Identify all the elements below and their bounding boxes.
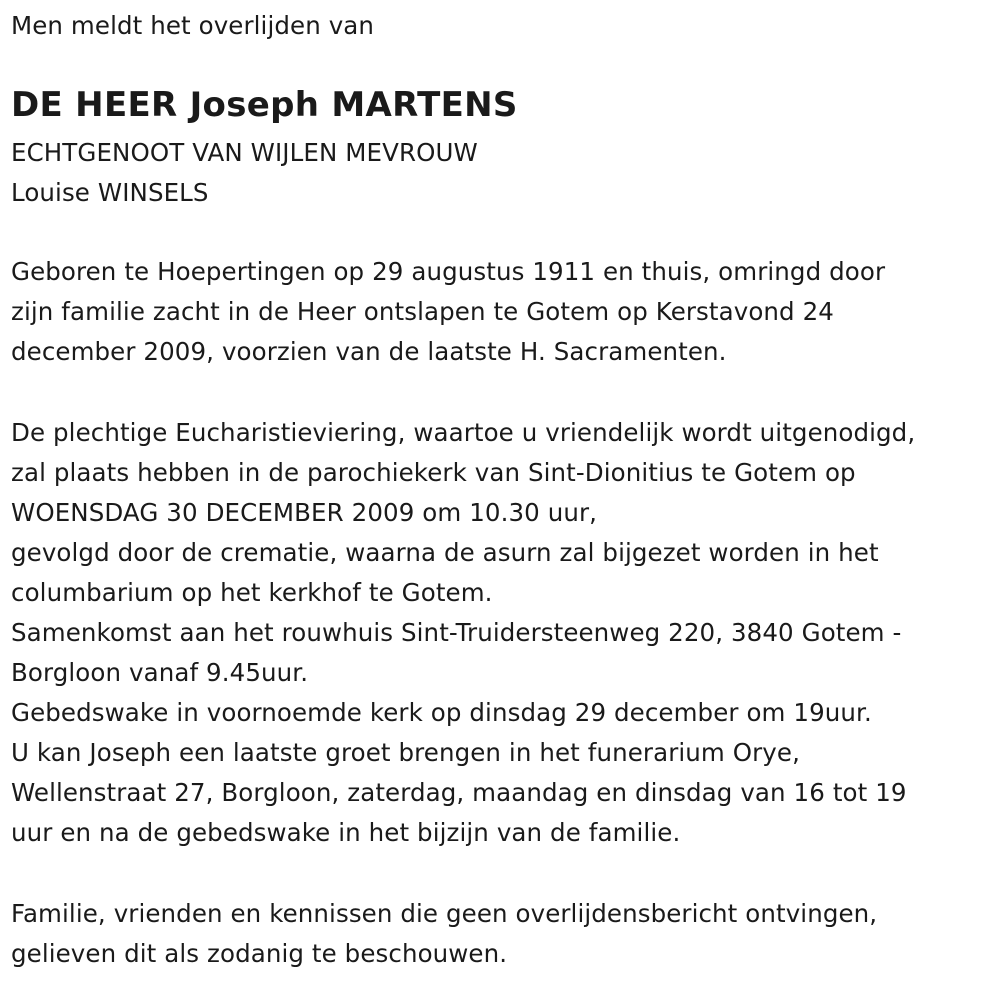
birth-death-line: december 2009, voorzien van de laatste H. Sacramenten. [11, 337, 727, 366]
spouse-paragraph [11, 133, 478, 213]
intro-text: Men meldt het overlijden van [11, 11, 375, 40]
birth-death-paragraph [11, 252, 885, 372]
service-line: Borgloon vanaf 9.45uur. [11, 658, 309, 687]
deceased-name: DE HEER Joseph MARTENS [11, 85, 518, 125]
closing-line: gelieven dit als zodanig te beschouwen. [11, 939, 508, 968]
service-paragraph [11, 413, 915, 853]
service-line: Wellenstraat 27, Borgloon, zaterdag, maandag en dinsdag van 16 tot 19 [11, 778, 907, 807]
birth-death-line: Geboren te Hoepertingen op 29 augustus 1911 en thuis, omringd door [11, 257, 886, 286]
service-line: WOENSDAG 30 DECEMBER 2009 om 10.30 uur, [11, 498, 598, 527]
service-line: columbarium op het kerkhof te Gotem. [11, 578, 493, 607]
service-line: De plechtige Eucharistieviering, waartoe u vriendelijk wordt uitgenodigd, [11, 418, 916, 447]
service-line: zal plaats hebben in de parochiekerk van Sint-Dionitius te Gotem op [11, 458, 856, 487]
spouse-line: ECHTGENOOT VAN WIJLEN MEVROUW [11, 138, 478, 167]
service-line: Samenkomst aan het rouwhuis Sint-Truidersteenweg 220, 3840 Gotem - [11, 618, 902, 647]
service-line: U kan Joseph een laatste groet brengen in het funerarium Orye, [11, 738, 800, 767]
closing-line: Familie, vrienden en kennissen die geen overlijdensbericht ontvingen, [11, 899, 878, 928]
service-line: gevolgd door de crematie, waarna de asurn zal bijgezet worden in het [11, 538, 879, 567]
service-line: Gebedswake in voornoemde kerk op dinsdag 29 december om 19uur. [11, 698, 872, 727]
closing-paragraph [11, 894, 877, 974]
spouse-line: Louise WINSELS [11, 178, 209, 207]
service-line: uur en na de gebedswake in het bijzijn van de familie. [11, 818, 681, 847]
birth-death-line: zijn familie zacht in de Heer ontslapen te Gotem op Kerstavond 24 [11, 297, 834, 326]
